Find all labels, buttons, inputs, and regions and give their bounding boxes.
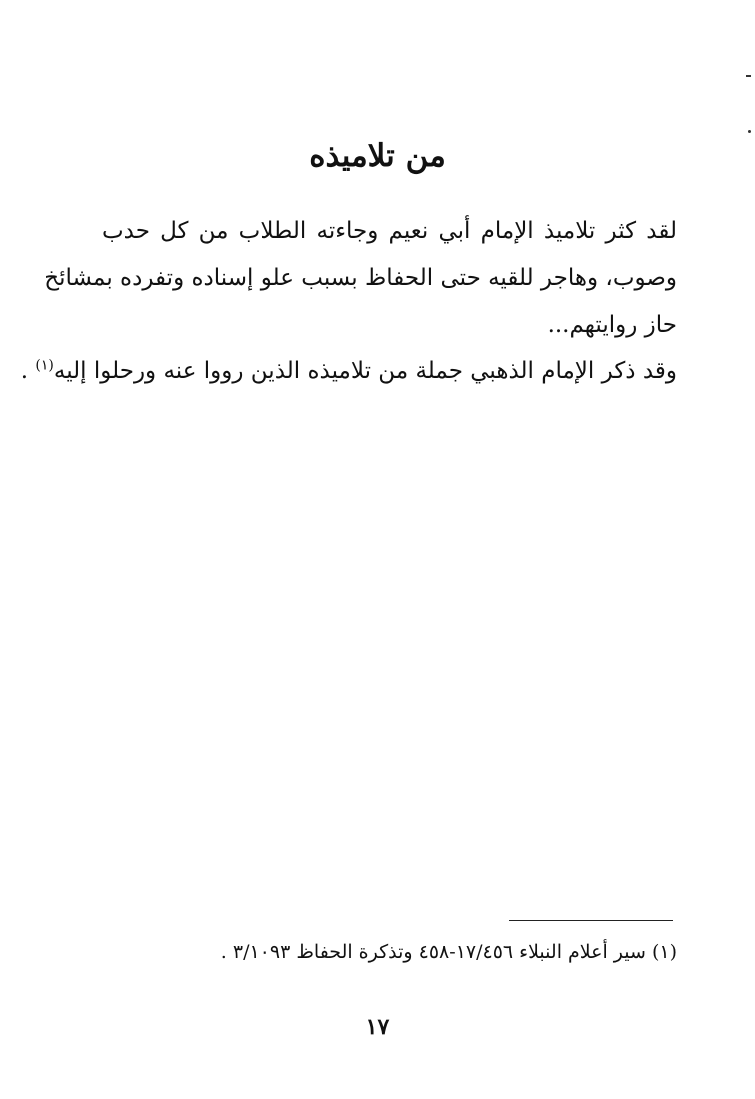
paragraph-line: لقد كثر تلاميذ الإمام أبي نعيم وجاءته الطلاب من كل حدب [102,218,677,244]
footnote-reference[interactable]: (١) [35,357,54,374]
footnote: (١) سير أعلام النبلاء ١٧/٤٥٦-٤٥٨ وتذكرة الحفاظ ٣/١٠٩٣ . [220,941,677,963]
paragraph-text: وقد ذكر الإمام الذهبي جملة من تلاميذه الذين رووا عنه ورحلوا إليه [53,358,677,384]
paragraph-line [20,348,677,395]
paragraph-dhahabi [20,348,677,395]
section-title: من تلاميذه [309,138,446,174]
page-number: ١٧ [365,1014,390,1040]
scan-edge-mark [746,75,751,77]
paragraph-students [44,208,677,349]
footnote-divider [509,920,673,921]
paragraph-end: . [20,358,36,384]
scan-edge-dot [748,130,751,133]
paragraph-line: حاز روايتهم... [547,312,677,338]
paragraph-line: وصوب، وهاجر للقيه حتى الحفاظ بسبب علو إسناده وتفرده بمشائخ [44,265,677,291]
